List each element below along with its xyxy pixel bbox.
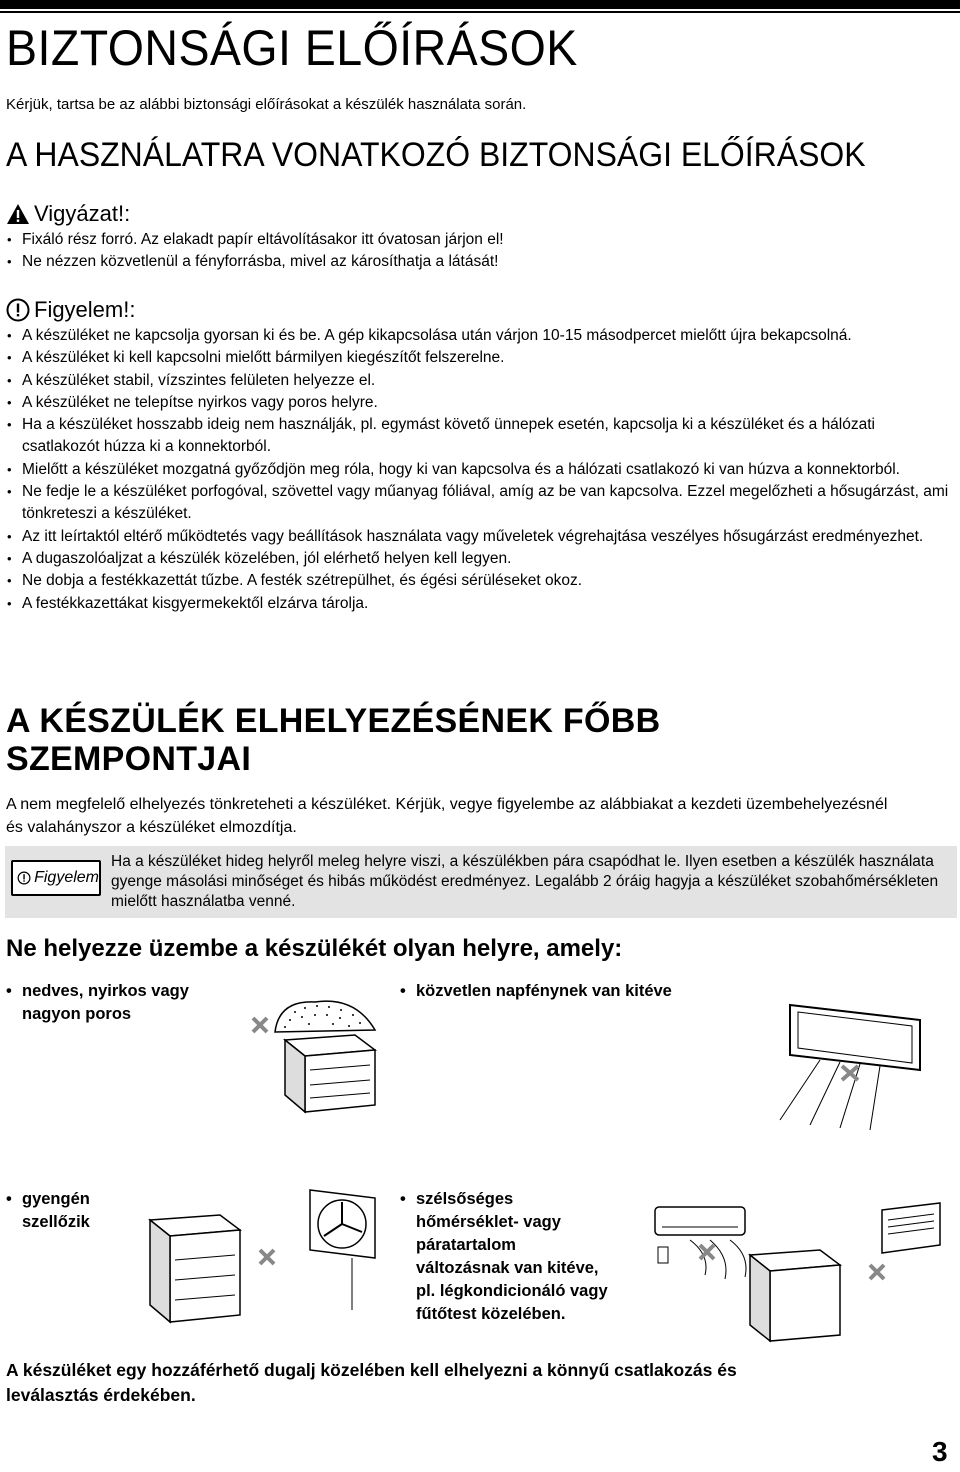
list-item: • Az itt leírtaktól eltérő működtetés vagy beállítások használata vagy műveletek végrehajtása veszélyes hősugárzást eredményezhet. xyxy=(6,526,956,548)
vent-fan-copier-illustration xyxy=(140,1180,390,1330)
condition-ventilation xyxy=(6,1188,90,1234)
condition-line: szélsőséges xyxy=(416,1190,514,1208)
list-item: • Mielőtt a készüléket mozgatná győződjön meg róla, hogy ki van kapcsolva és a hálózati csatlakozó ki van húzva a konnektorból. xyxy=(6,459,956,481)
condition-sunlight xyxy=(400,980,672,1003)
list-item: • A festékkazettákat kisgyermekektől elzárva tárolja. xyxy=(6,593,956,615)
usage-section-heading: A HASZNÁLATRA VONATKOZÓ BIZTONSÁGI ELŐÍRÁSOK xyxy=(6,136,866,174)
footer-line: A készüléket egy hozzáférhető dugalj közelében kell elhelyezni a könnyű csatlakozás és xyxy=(6,1360,737,1380)
bullet: • xyxy=(6,982,12,1000)
list-item: • A készüléket ki kell kapcsolni mielőtt bármilyen kiegészítőt felszerelne. xyxy=(6,347,956,369)
condition-line: közvetlen napfénynek van kitéve xyxy=(416,982,672,1000)
warning-subhead xyxy=(6,201,130,227)
exclamation-circle-icon xyxy=(17,867,31,889)
exclamation-circle-icon xyxy=(6,298,30,322)
intro-text: Kérjük, tartsa be az alábbi biztonsági előírásokat a készülék használata során. xyxy=(6,96,527,113)
list-item: • A készüléket ne telepítse nyirkos vagy poros helyre. xyxy=(6,392,956,414)
list-item: • Ne nézzen közvetlenül a fényforrásba, mivel az károsíthatja a látását! xyxy=(6,251,956,273)
list-item: • A készüléket ne kapcsolja gyorsan ki és be. A gép kikapcsolása után várjon 10-15 másodpercet mielőtt újra bekapcsolná. xyxy=(6,325,956,347)
condition-line: fűtőtest közelében. xyxy=(416,1305,566,1323)
list-item: • A készüléket stabil, vízszintes felületen helyezze el. xyxy=(6,370,956,392)
condition-line: páratartalom xyxy=(416,1236,516,1254)
heading-line: A KÉSZÜLÉK ELHELYEZÉSÉNEK FŐBB xyxy=(6,702,661,740)
list-item: • A dugaszolóaljzat a készülék közelében, jól elérhető helyen kell legyen. xyxy=(6,548,956,570)
aircon-heater-copier-illustration xyxy=(650,1195,950,1345)
condition-line: hőmérséklet- vagy xyxy=(416,1213,561,1231)
sunlight-window-illustration xyxy=(730,1000,930,1140)
caution-list xyxy=(6,325,956,615)
list-item: • Ha a készüléket hosszabb ideig nem használják, pl. egymást követő ünnepek esetén, kapcsolja ki a készüléket és a hálózati csatlakozót húzza ki a konnektorból. xyxy=(6,414,956,459)
condition-line: változásnak van kitéve, xyxy=(416,1259,599,1277)
humid-copier-illustration xyxy=(245,990,405,1130)
condition-temperature xyxy=(400,1188,608,1326)
top-rule-thin xyxy=(0,11,960,13)
list-item: • Ne fedje le a készüléket porfogóval, szövettel vagy műanyag fóliával, amíg az be van kapcsolva. Ezzel megelőzheti a hősugárzást, ami tönkreteszi a készüléket. xyxy=(6,481,956,526)
note-badge-label: Figyelem xyxy=(34,869,99,886)
note-text: Ha a készüléket hideg helyről meleg helyre viszi, a készülékben pára csapódhat le. Ilyen esetben a készülék használata gyenge másolási minőséget és hibás működést eredményez. Legalább 2 óráig hagyja a készüléket szobahőmérsékleten mielőtt használatba venné. xyxy=(111,853,939,910)
top-rule-thick xyxy=(0,0,960,9)
caution-label: Figyelem!: xyxy=(34,297,136,322)
note-badge xyxy=(11,860,101,896)
avoid-heading: Ne helyezze üzembe a készülékét olyan helyre, amely: xyxy=(6,935,623,962)
note-box xyxy=(5,846,957,918)
warning-list xyxy=(6,229,956,274)
condition-line: nagyon poros xyxy=(22,1005,132,1023)
placement-paragraph: A nem megfelelő elhelyezés tönkreteheti a készüléket. Kérjük, vegye figyelembe az alábbiakat a kezdeti üzembehelyezésnél és valahányszor a készüléket elmozdítja. xyxy=(6,796,888,836)
page-number: 3 xyxy=(932,1436,948,1467)
bullet: • xyxy=(6,1190,12,1208)
condition-line: pl. légkondicionáló vagy xyxy=(416,1282,608,1300)
list-item: • Fixáló rész forró. Az elakadt papír eltávolításakor itt óvatosan járjon el! xyxy=(6,229,956,251)
placement-section-heading xyxy=(6,702,660,778)
condition-line: szellőzik xyxy=(22,1213,90,1231)
bullet: • xyxy=(400,1190,406,1208)
warning-triangle-icon xyxy=(6,203,30,225)
footer-note xyxy=(6,1358,906,1408)
footer-line: leválasztás érdekében. xyxy=(6,1385,196,1405)
condition-line: nedves, nyirkos vagy xyxy=(22,982,189,1000)
condition-line: gyengén xyxy=(22,1190,90,1208)
warning-label: Vigyázat!: xyxy=(34,201,131,226)
list-item: • Ne dobja a festékkazettát tűzbe. A festék szétrepülhet, és égési sérüléseket okoz. xyxy=(6,570,956,592)
condition-humid xyxy=(6,980,189,1026)
page-title: BIZTONSÁGI ELŐÍRÁSOK xyxy=(6,20,578,76)
caution-subhead xyxy=(6,297,135,323)
bullet: • xyxy=(400,982,406,1000)
heading-line: SZEMPONTJAI xyxy=(6,740,252,778)
